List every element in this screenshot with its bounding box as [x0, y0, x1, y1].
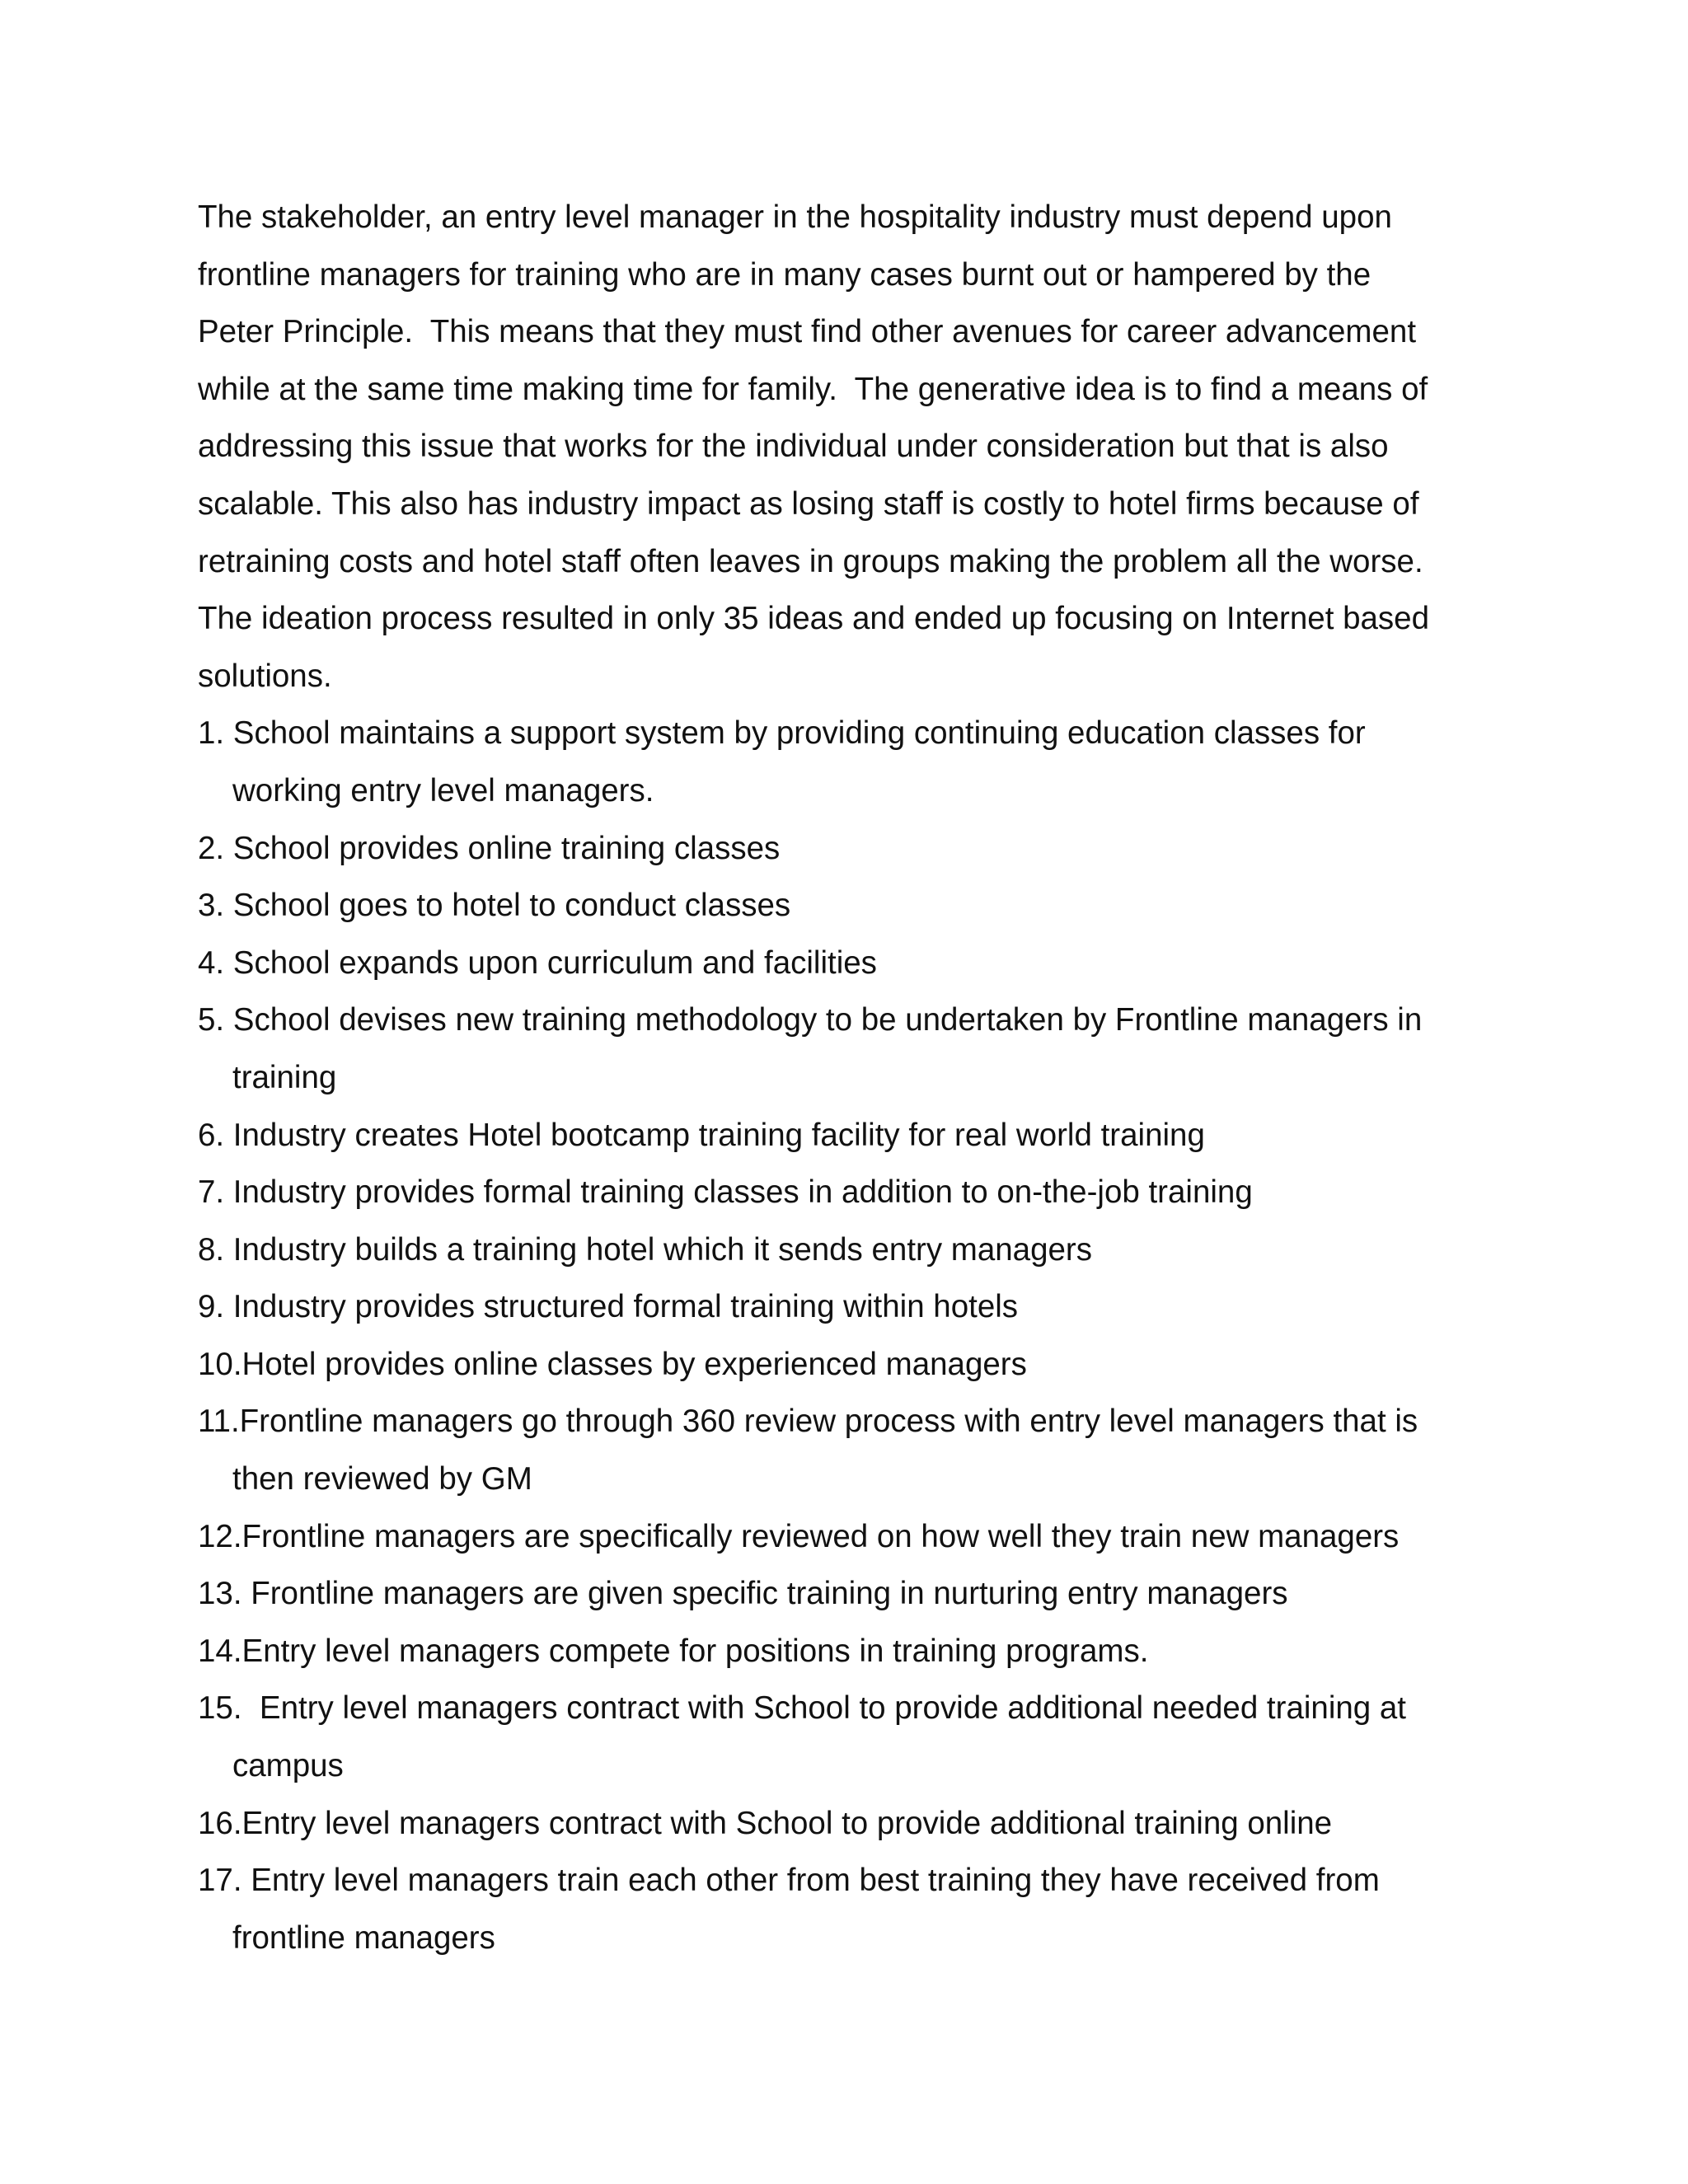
list-item-text: 12.Frontline managers are specifically reviewed on how well they train new managers	[198, 1518, 1400, 1554]
list-item-continuation: campus	[232, 1748, 344, 1784]
list-item-text: 4. School expands upon curriculum and facilities	[198, 944, 877, 981]
list-item-text: 17. Entry level managers train each other from best training they have received from	[198, 1863, 1380, 1899]
list-item	[198, 1623, 1500, 1680]
ideas-list	[198, 705, 1500, 1966]
list-item	[198, 1221, 1500, 1279]
list-item	[198, 935, 1500, 992]
list-item-text: 2. School provides online training classes	[198, 830, 781, 866]
list-item-text: 9. Industry provides structured formal training within hotels	[198, 1289, 1019, 1325]
list-item-continuation: frontline managers	[232, 1919, 495, 1956]
intro-paragraph	[198, 189, 1500, 705]
list-item	[198, 991, 1500, 1106]
list-item-text: 10.Hotel provides online classes by experienced managers	[198, 1346, 1027, 1382]
intro-line: The stakeholder, an entry level manager in the hospitality industry must depend upon	[198, 199, 1392, 235]
intro-line: retraining costs and hotel staff often leaves in groups making the problem all the worse.	[198, 543, 1423, 579]
intro-line: frontline managers for training who are in many cases burnt out or hampered by the	[198, 256, 1372, 293]
list-item-text: 7. Industry provides formal training classes in addition to on-the-job training	[198, 1174, 1253, 1211]
list-item	[198, 1852, 1500, 1966]
list-item	[198, 1164, 1500, 1221]
list-item	[198, 820, 1500, 878]
list-item	[198, 877, 1500, 935]
intro-line: while at the same time making time for family. The generative idea is to find a means of	[198, 371, 1428, 407]
document-body	[198, 189, 1500, 1966]
list-item-text: 3. School goes to hotel to conduct classes	[198, 888, 791, 924]
list-item-text: 14.Entry level managers compete for positions in training programs.	[198, 1633, 1149, 1669]
list-item-continuation: working entry level managers.	[232, 772, 654, 808]
list-item	[198, 1565, 1500, 1623]
list-item-text: 5. School devises new training methodology to be undertaken by Frontline managers in	[198, 1002, 1423, 1038]
list-item-text: 13. Frontline managers are given specific training in nurturing entry managers	[198, 1576, 1288, 1612]
list-item-continuation: training	[232, 1059, 337, 1095]
list-item-continuation: then reviewed by GM	[232, 1461, 532, 1497]
list-item	[198, 1278, 1500, 1336]
list-item-text: 16.Entry level managers contract with School to provide additional training online	[198, 1805, 1333, 1841]
list-item-text: 15. Entry level managers contract with School to provide additional needed training at	[198, 1690, 1407, 1727]
list-item	[198, 1795, 1500, 1853]
list-item-text: 1. School maintains a support system by providing continuing education classes for	[198, 715, 1366, 752]
list-item	[198, 705, 1500, 819]
intro-line: addressing this issue that works for the individual under consideration but that is also	[198, 429, 1389, 465]
intro-line: solutions.	[198, 658, 332, 694]
list-item-text: 6. Industry creates Hotel bootcamp training facility for real world training	[198, 1117, 1205, 1153]
list-item-text: 8. Industry builds a training hotel which it sends entry managers	[198, 1231, 1092, 1268]
list-item-text: 11.Frontline managers go through 360 review process with entry level managers that is	[198, 1404, 1418, 1440]
list-item	[198, 1393, 1500, 1507]
intro-line: The ideation process resulted in only 35 ideas and ended up focusing on Internet based	[198, 601, 1429, 637]
list-item	[198, 1336, 1500, 1394]
intro-line: Peter Principle. This means that they must find other avenues for career advancement	[198, 314, 1417, 350]
list-item	[198, 1107, 1500, 1165]
intro-line: scalable. This also has industry impact as losing staff is costly to hotel firms because of	[198, 485, 1419, 522]
list-item	[198, 1680, 1500, 1794]
list-item	[198, 1508, 1500, 1566]
